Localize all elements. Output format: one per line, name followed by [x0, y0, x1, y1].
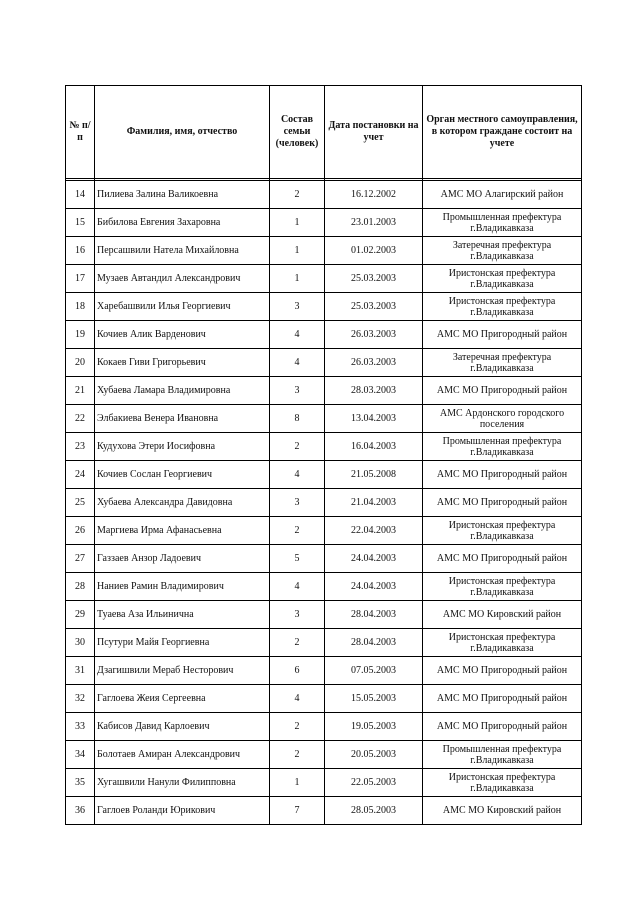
- cell-family: 1: [270, 265, 325, 293]
- cell-date: 24.04.2003: [325, 545, 423, 573]
- cell-organ: Иристонская префектура г.Владикавказа: [423, 517, 582, 545]
- cell-date: 13.04.2003: [325, 405, 423, 433]
- cell-date: 01.02.2003: [325, 237, 423, 265]
- header-name: Фамилия, имя, отчество: [95, 86, 270, 179]
- cell-organ: Затеречная префектура г.Владикавказа: [423, 349, 582, 377]
- table-row: [66, 545, 582, 573]
- cell-family: 5: [270, 545, 325, 573]
- cell-num: 23: [66, 433, 95, 461]
- header-organ: Орган местного самоуправления, в котором граждане состоит на учете: [423, 86, 582, 179]
- cell-family: 2: [270, 741, 325, 769]
- cell-date: 21.05.2008: [325, 461, 423, 489]
- cell-name: Кудухова Этери Иосифовна: [95, 433, 270, 461]
- table-row: [66, 517, 582, 545]
- cell-family: 4: [270, 573, 325, 601]
- cell-name: Элбакиева Венера Ивановна: [95, 405, 270, 433]
- cell-num: 26: [66, 517, 95, 545]
- table-row: [66, 405, 582, 433]
- cell-date: 22.04.2003: [325, 517, 423, 545]
- cell-family: 2: [270, 517, 325, 545]
- cell-family: 2: [270, 713, 325, 741]
- cell-name: Персашвили Натела Михайловна: [95, 237, 270, 265]
- cell-organ: АМС МО Пригородный район: [423, 377, 582, 405]
- cell-organ: АМС МО Пригородный район: [423, 713, 582, 741]
- cell-name: Псутури Майя Георгиевна: [95, 629, 270, 657]
- cell-num: 15: [66, 209, 95, 237]
- cell-name: Бибилова Евгения Захаровна: [95, 209, 270, 237]
- cell-name: Кабисов Давид Карлоевич: [95, 713, 270, 741]
- table-header-row: [66, 86, 582, 179]
- cell-organ: Затеречная префектура г.Владикавказа: [423, 237, 582, 265]
- cell-num: 34: [66, 741, 95, 769]
- table-row: [66, 461, 582, 489]
- cell-organ: АМС Ардонского городского поселения: [423, 405, 582, 433]
- table-row: [66, 657, 582, 685]
- cell-organ: Промышленная префектура г.Владикавказа: [423, 741, 582, 769]
- cell-organ: АМС МО Кировский район: [423, 797, 582, 825]
- cell-num: 16: [66, 237, 95, 265]
- cell-num: 28: [66, 573, 95, 601]
- table-row: [66, 629, 582, 657]
- table-row: [66, 377, 582, 405]
- cell-date: 22.05.2003: [325, 769, 423, 797]
- cell-num: 14: [66, 181, 95, 209]
- table-row: [66, 181, 582, 209]
- cell-num: 18: [66, 293, 95, 321]
- table-row: [66, 797, 582, 825]
- cell-organ: АМС МО Пригородный район: [423, 685, 582, 713]
- cell-date: 26.03.2003: [325, 349, 423, 377]
- cell-num: 24: [66, 461, 95, 489]
- table-row: [66, 769, 582, 797]
- cell-name: Кочиев Сослан Георгиевич: [95, 461, 270, 489]
- header-date: Дата постановки на учет: [325, 86, 423, 179]
- cell-organ: АМС МО Алагирский район: [423, 181, 582, 209]
- table-row: [66, 293, 582, 321]
- cell-family: 2: [270, 629, 325, 657]
- cell-family: 3: [270, 377, 325, 405]
- cell-date: 16.12.2002: [325, 181, 423, 209]
- table-row: [66, 489, 582, 517]
- table-row: [66, 349, 582, 377]
- cell-num: 25: [66, 489, 95, 517]
- cell-name: Пилиева Залина Валикоевна: [95, 181, 270, 209]
- cell-family: 1: [270, 237, 325, 265]
- cell-family: 2: [270, 181, 325, 209]
- cell-family: 6: [270, 657, 325, 685]
- cell-num: 20: [66, 349, 95, 377]
- cell-family: 4: [270, 349, 325, 377]
- table-row: [66, 433, 582, 461]
- cell-organ: АМС МО Пригородный район: [423, 657, 582, 685]
- cell-family: 3: [270, 489, 325, 517]
- header-family: Состав семьи (человек): [270, 86, 325, 179]
- cell-name: Гаглоева Жеия Сергеевна: [95, 685, 270, 713]
- table-row: [66, 209, 582, 237]
- table-row: [66, 601, 582, 629]
- cell-organ: Иристонская префектура г.Владикавказа: [423, 293, 582, 321]
- cell-num: 27: [66, 545, 95, 573]
- table-row: [66, 573, 582, 601]
- table-row: [66, 265, 582, 293]
- cell-name: Кокаев Гиви Григорьевич: [95, 349, 270, 377]
- cell-organ: АМС МО Пригородный район: [423, 461, 582, 489]
- cell-family: 1: [270, 769, 325, 797]
- cell-organ: АМС МО Кировский район: [423, 601, 582, 629]
- cell-num: 30: [66, 629, 95, 657]
- cell-organ: АМС МО Пригородный район: [423, 545, 582, 573]
- cell-family: 8: [270, 405, 325, 433]
- cell-name: Харебашвили Илья Георгиевич: [95, 293, 270, 321]
- cell-family: 4: [270, 685, 325, 713]
- cell-family: 3: [270, 601, 325, 629]
- cell-family: 4: [270, 321, 325, 349]
- cell-family: 3: [270, 293, 325, 321]
- cell-date: 15.05.2003: [325, 685, 423, 713]
- cell-organ: Иристонская префектура г.Владикавказа: [423, 265, 582, 293]
- cell-name: Хугашвили Нанули Филипповна: [95, 769, 270, 797]
- cell-date: 24.04.2003: [325, 573, 423, 601]
- table-row: [66, 321, 582, 349]
- cell-num: 31: [66, 657, 95, 685]
- cell-organ: Промышленная префектура г.Владикавказа: [423, 209, 582, 237]
- cell-date: 28.04.2003: [325, 601, 423, 629]
- cell-date: 28.04.2003: [325, 629, 423, 657]
- cell-name: Газзаев Анзор Ладоевич: [95, 545, 270, 573]
- cell-num: 29: [66, 601, 95, 629]
- registry-table: [65, 85, 582, 825]
- cell-date: 19.05.2003: [325, 713, 423, 741]
- cell-organ: Иристонская префектура г.Владикавказа: [423, 573, 582, 601]
- cell-family: 4: [270, 461, 325, 489]
- cell-name: Маргиева Ирма Афанасьевна: [95, 517, 270, 545]
- cell-name: Музаев Автандил Александрович: [95, 265, 270, 293]
- cell-num: 35: [66, 769, 95, 797]
- cell-family: 7: [270, 797, 325, 825]
- cell-name: Наниев Рамин Владимирович: [95, 573, 270, 601]
- cell-name: Болотаев Амиран Александрович: [95, 741, 270, 769]
- cell-date: 28.03.2003: [325, 377, 423, 405]
- table-row: [66, 685, 582, 713]
- cell-date: 21.04.2003: [325, 489, 423, 517]
- cell-num: 17: [66, 265, 95, 293]
- cell-name: Кочиев Алик Варденович: [95, 321, 270, 349]
- cell-organ: Иристонская префектура г.Владикавказа: [423, 769, 582, 797]
- cell-organ: АМС МО Пригородный район: [423, 489, 582, 517]
- cell-name: Гаглоев Роланди Юрикович: [95, 797, 270, 825]
- cell-date: 26.03.2003: [325, 321, 423, 349]
- cell-num: 21: [66, 377, 95, 405]
- cell-family: 2: [270, 433, 325, 461]
- cell-date: 28.05.2003: [325, 797, 423, 825]
- cell-organ: АМС МО Пригородный район: [423, 321, 582, 349]
- cell-num: 33: [66, 713, 95, 741]
- cell-num: 36: [66, 797, 95, 825]
- header-num: № п/п: [66, 86, 95, 179]
- cell-date: 25.03.2003: [325, 293, 423, 321]
- table-row: [66, 741, 582, 769]
- cell-family: 1: [270, 209, 325, 237]
- cell-name: Туаева Аза Ильинична: [95, 601, 270, 629]
- table-row: [66, 237, 582, 265]
- cell-date: 07.05.2003: [325, 657, 423, 685]
- table-body: [66, 181, 582, 825]
- cell-num: 32: [66, 685, 95, 713]
- cell-date: 23.01.2003: [325, 209, 423, 237]
- cell-organ: Промышленная префектура г.Владикавказа: [423, 433, 582, 461]
- table-row: [66, 713, 582, 741]
- cell-name: Хубаева Александра Давидовна: [95, 489, 270, 517]
- cell-date: 25.03.2003: [325, 265, 423, 293]
- cell-date: 20.05.2003: [325, 741, 423, 769]
- cell-date: 16.04.2003: [325, 433, 423, 461]
- cell-num: 22: [66, 405, 95, 433]
- cell-name: Хубаева Ламара Владимировна: [95, 377, 270, 405]
- cell-name: Дзагишвили Мераб Несторович: [95, 657, 270, 685]
- cell-organ: Иристонская префектура г.Владикавказа: [423, 629, 582, 657]
- cell-num: 19: [66, 321, 95, 349]
